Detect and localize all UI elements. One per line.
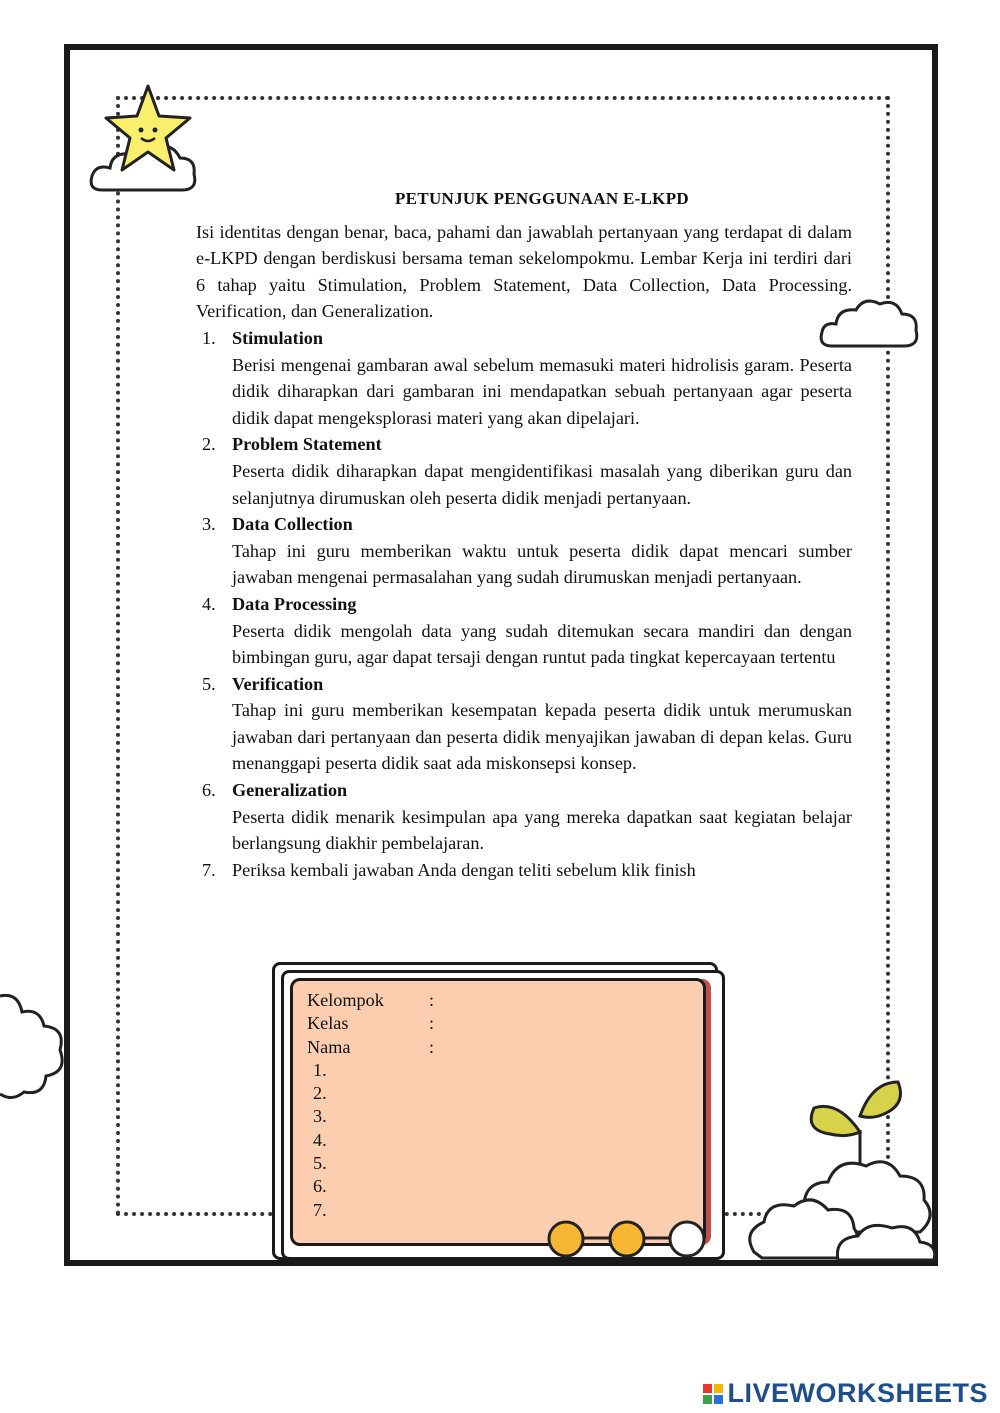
- member-number: 6.: [313, 1176, 327, 1197]
- step-title: Stimulation: [232, 327, 323, 348]
- step-description: Tahap ini guru memberikan kesempatan kepada peserta didik untuk merumuskan jawaban dari pertanyaan dan peserta didik menyajikan jawaban di depan kelas. Guru menanggapi peserta didik saat ada miskonsepsi konsep.: [232, 700, 852, 774]
- member-number: 2.: [313, 1083, 327, 1104]
- field-kelompok: [307, 989, 434, 1012]
- page-title: PETUNJUK PENGGUNAAN E-LKPD: [395, 189, 689, 208]
- final-step-text: Periksa kembali jawaban Anda dengan teliti sebelum klik finish: [232, 859, 696, 880]
- list-item: [196, 777, 852, 857]
- watermark-text: LIVEWORKSHEETS: [727, 1378, 988, 1408]
- sprout-leaf-left: [811, 1106, 860, 1135]
- step-description: Peserta didik menarik kesimpulan apa yang mereka dapatkan saat kegiatan belajar berlangsung diakhir pembelajaran.: [232, 806, 852, 854]
- step-title: Data Collection: [232, 514, 353, 535]
- list-item: [196, 325, 852, 431]
- list-item: [196, 431, 852, 511]
- sprout-clouds-illustration: [742, 1072, 942, 1272]
- field-separator: :: [429, 1036, 435, 1057]
- identity-card: [290, 978, 706, 1246]
- field-label: Kelas: [307, 1013, 349, 1034]
- step-number: 3.: [202, 514, 216, 535]
- step-number: 5.: [202, 673, 216, 694]
- instructions-content: [196, 186, 852, 883]
- step-number: 7.: [202, 859, 216, 880]
- member-number: 3.: [313, 1106, 327, 1127]
- step-title: Data Processing: [232, 593, 357, 614]
- steps-list: [196, 325, 852, 883]
- list-item: [196, 671, 852, 777]
- star-cloud-illustration: [86, 80, 206, 210]
- step-description: Peserta didik diharapkan dapat mengidentifikasi masalah yang diberikan guru dan selanjutnya dirumuskan oleh peserta didik menjadi pertanyaan.: [232, 460, 852, 508]
- field-label: Kelompok: [307, 990, 384, 1010]
- field-kelas: [307, 1012, 434, 1035]
- member-number: 5.: [313, 1153, 327, 1174]
- member-number: 4.: [313, 1129, 327, 1150]
- list-item: [196, 511, 852, 591]
- sprout-leaf-right: [860, 1082, 900, 1117]
- step-number: 6.: [202, 780, 216, 801]
- step-title: Problem Statement: [232, 434, 382, 455]
- intro-paragraph: Isi identitas dengan benar, baca, pahami dan jawablah pertanyaan yang terdapat di dalam e-LKPD dengan berdiskusi bersama teman sekelompokmu. Lembar Kerja ini terdiri dari 6 tahap yaitu Stimulation, Problem Statement, Data Collection, Data Processing. Verification, dan Generalization.: [196, 221, 852, 322]
- field-separator: :: [429, 1013, 435, 1034]
- cloud-icon: [0, 986, 70, 1106]
- field-label: Nama: [307, 1036, 351, 1057]
- list-item: [196, 591, 852, 671]
- step-description: Berisi mengenai gambaran awal sebelum memasuki materi hidrolisis garam. Peserta didik diharapkan dari gambaran ini mendapatkan sebuah pertanyaan agar peserta didik dapat mengeksplorasi materi yang akan dipelajari.: [232, 354, 852, 428]
- step-description: Peserta didik mengolah data yang sudah ditemukan secara mandiri dan dengan bimbingan guru, agar dapat tersaji dengan runtut pada tingkat kepercayaan tertentu: [232, 620, 852, 668]
- star-eye-left: [139, 128, 144, 133]
- step-number: 4.: [202, 593, 216, 614]
- step-number: 1.: [202, 327, 216, 348]
- liveworksheets-watermark: [703, 1378, 988, 1409]
- star-eye-right: [153, 128, 158, 133]
- binder-rings-icon: [540, 1218, 710, 1262]
- step-number: 2.: [202, 434, 216, 455]
- list-item: [196, 857, 852, 884]
- member-number: 1.: [313, 1059, 327, 1080]
- member-number: 7.: [313, 1199, 327, 1220]
- field-separator: :: [429, 990, 435, 1010]
- step-title: Verification: [232, 673, 324, 694]
- step-title: Generalization: [232, 780, 348, 801]
- field-nama: [307, 1036, 434, 1059]
- step-description: Tahap ini guru memberikan waktu untuk peserta didik dapat mencari sumber jawaban mengenai permasalahan yang sudah dirumuskan menjadi pertanyaan.: [232, 540, 852, 588]
- liveworksheets-logo-icon: [703, 1384, 723, 1404]
